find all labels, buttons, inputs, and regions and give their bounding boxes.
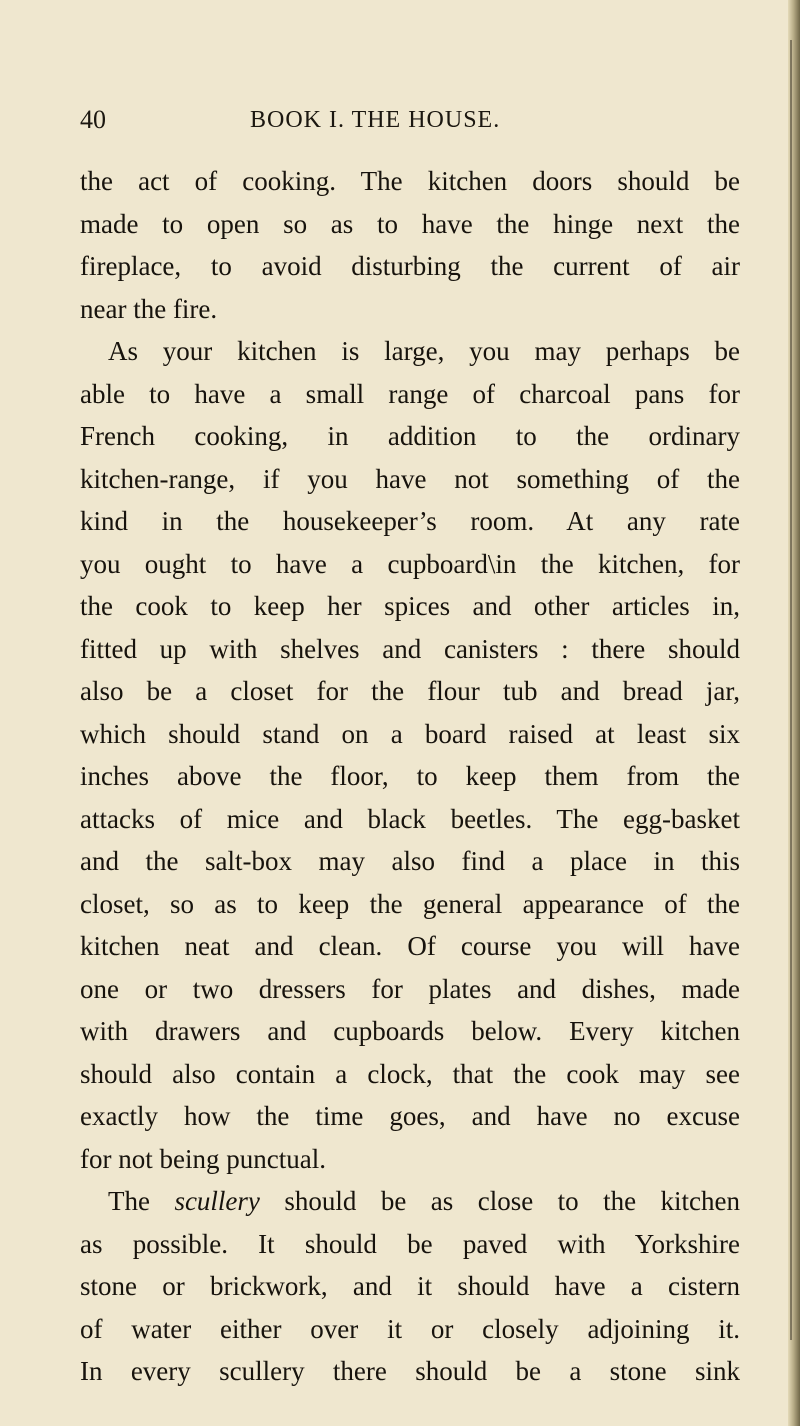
text-line: kitchen neat and clean. Of course you will have: [80, 931, 740, 961]
italic-term-scullery: scullery: [174, 1186, 260, 1216]
text-line: you ought to have a cupboard\in the kitchen, for: [80, 548, 740, 579]
text-line: one or two dressers for plates and dishes, made: [80, 973, 740, 1004]
body-text: [80, 160, 740, 1393]
text-line: of water either over it or closely adjoining it.: [80, 1313, 740, 1344]
text-line-scullery: [80, 1180, 740, 1223]
text-line: kind in the housekeeper’s room. At any rate: [80, 506, 740, 536]
page-edge-line: [790, 40, 792, 1340]
running-head-title: BOOK I. THE HOUSE.: [250, 107, 501, 133]
text-line: fitted up with shelves and canisters : there should: [80, 633, 740, 664]
text-line: inches above the floor, to keep them from the: [80, 761, 740, 791]
text-line: also be a closet for the flour tub and bread jar,: [80, 676, 740, 706]
text-line: which should stand on a board raised at least six: [80, 718, 740, 749]
text-line: near the fire.: [80, 293, 218, 324]
text-line: the act of cooking. The kitchen doors should be: [80, 166, 740, 196]
text-line: for not being punctual.: [80, 1143, 326, 1174]
running-head: [80, 100, 760, 140]
text-line: French cooking, in addition to the ordinary: [80, 421, 740, 451]
text-fragment: The: [108, 1186, 150, 1216]
text-fragment: should be as close to the kitchen: [284, 1186, 740, 1216]
text-line: attacks of mice and black beetles. The egg-basket: [80, 803, 740, 834]
text-line: the cook to keep her spices and other articles in,: [80, 591, 740, 621]
text-line: as possible. It should be paved with Yorkshire: [80, 1228, 740, 1259]
text-line: exactly how the time goes, and have no excuse: [80, 1101, 740, 1131]
text-line: made to open so as to have the hinge next the: [80, 208, 740, 239]
text-line: kitchen-range, if you have not something of the: [80, 463, 740, 494]
text-line: closet, so as to keep the general appearance of the: [80, 888, 740, 919]
text-line: stone or brickwork, and it should have a cistern: [80, 1271, 740, 1301]
text-line: fireplace, to avoid disturbing the current of air: [80, 251, 740, 281]
page-number: 40: [80, 105, 106, 134]
text-line: In every scullery there should be a stone sink: [80, 1356, 740, 1386]
text-line: As your kitchen is large, you may perhaps be: [108, 336, 740, 366]
text-line: with drawers and cupboards below. Every kitchen: [80, 1016, 740, 1046]
text-line: should also contain a clock, that the cook may see: [80, 1058, 740, 1089]
text-line: and the salt-box may also find a place in this: [80, 846, 740, 876]
text-line: able to have a small range of charcoal pans for: [80, 378, 740, 409]
